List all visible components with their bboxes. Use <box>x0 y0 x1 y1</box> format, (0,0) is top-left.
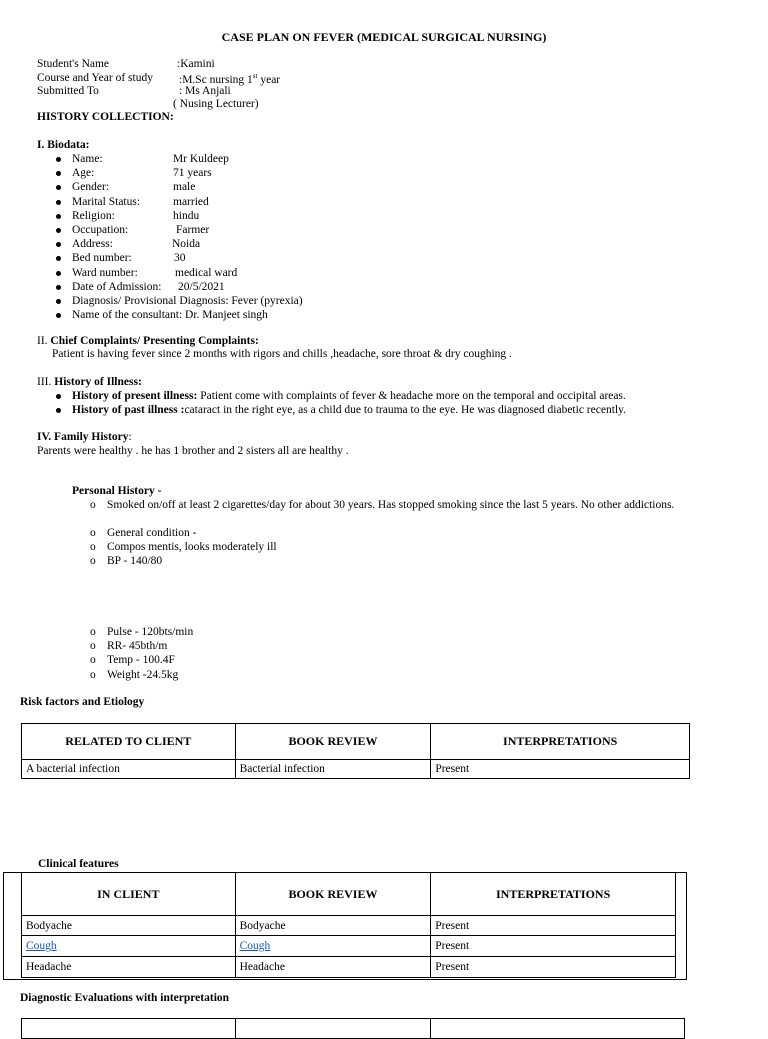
cough-link[interactable]: Cough <box>26 940 57 952</box>
present-illness-value: Patient come with complaints of fever & headache more on the temporal and occipital areas. <box>197 390 626 402</box>
circle-bullet-icon: o <box>90 499 96 511</box>
biodata-label: Gender: <box>72 181 110 194</box>
superscript: st <box>252 72 258 80</box>
bullet-icon <box>56 200 61 205</box>
personal-history-text: Compos mentis, looks moderately ill <box>107 541 277 554</box>
illness-heading-text: History of Illness: <box>54 376 142 388</box>
risk-header-cell: RELATED TO CLIENT <box>22 724 236 760</box>
biodata-label: Address: <box>72 238 113 251</box>
table-cell: Bacterial infection <box>235 760 431 779</box>
present-illness-label: History of present illness: <box>72 390 198 402</box>
table-row <box>22 957 676 978</box>
personal-history-text: RR- 45bth/m <box>107 640 168 653</box>
table-cell <box>235 1019 431 1039</box>
biodata-value: hindu <box>173 209 200 222</box>
biodata-label: Occupation: <box>72 224 129 236</box>
biodata-value: male <box>173 181 196 194</box>
personal-history-text: Weight -24.5kg <box>107 668 179 681</box>
clinical-table-header <box>22 873 676 916</box>
consultant-text: Name of the consultant: Dr. Manjeet singh <box>72 309 268 321</box>
circle-bullet-icon: o <box>90 555 96 568</box>
table-cell: Present <box>431 957 676 978</box>
chief-complaints-heading <box>37 335 259 347</box>
bullet-icon <box>56 228 61 233</box>
personal-history-heading: Personal History - <box>72 485 162 497</box>
course-value-text: :M.Sc nursing 1st year <box>179 72 281 86</box>
bullet-icon <box>56 394 61 399</box>
section-number: III. <box>37 376 55 388</box>
circle-bullet-icon: o <box>90 626 96 638</box>
bullet-icon <box>56 313 61 318</box>
submitted-to-role: ( Nusing Lecturer) <box>173 98 259 110</box>
personal-history-text: Temp - 100.4F <box>107 654 175 667</box>
document-title: CASE PLAN ON FEVER (MEDICAL SURGICAL NURSING) <box>221 30 547 44</box>
biodata-value: medical ward <box>175 266 238 279</box>
submitted-to-value: : Ms Anjali <box>179 85 231 97</box>
past-illness-value: cataract in the right eye, as a child due to trauma to the eye. He was diagnosed diabetic recently. <box>184 404 626 416</box>
circle-bullet-icon: o <box>90 668 96 681</box>
diagnosis-text: Diagnosis/ Provisional Diagnosis: Fever (pyrexia) <box>72 295 303 307</box>
chief-heading-text: Chief Complaints/ Presenting Complaints: <box>50 335 259 347</box>
bullet-icon <box>56 271 61 276</box>
course-label: Course and Year of study <box>37 72 153 84</box>
table-cell: Bodyache <box>235 916 431 936</box>
biodata-value: Noida <box>172 238 201 251</box>
table-cell: Bodyache <box>22 916 236 936</box>
table-row <box>22 760 690 779</box>
biodata-value: married <box>173 195 209 208</box>
biodata-label: Marital Status: <box>72 195 141 208</box>
clinical-header-cell: IN CLIENT <box>22 873 236 916</box>
biodata-label: Name: <box>72 153 103 165</box>
table-cell: A bacterial infection <box>22 760 236 779</box>
biodata-label: Ward number: <box>72 266 138 279</box>
family-history-text: Parents were healthy . he has 1 brother and 2 sisters all are healthy . <box>37 445 349 457</box>
table-row <box>22 936 676 957</box>
diagnostic-table-header <box>22 1019 685 1039</box>
table-cell <box>22 1019 236 1039</box>
circle-bullet-icon: o <box>90 527 96 539</box>
history-collection-heading: HISTORY COLLECTION: <box>37 111 174 123</box>
cough-link[interactable]: Cough <box>239 940 271 952</box>
table-cell: Headache <box>22 957 236 978</box>
risk-table <box>21 723 690 779</box>
family-history-heading <box>37 431 132 443</box>
table-cell: Present <box>431 916 676 936</box>
biodata-label: Date of Admission: <box>72 280 162 293</box>
biodata-value: 20/5/2021 <box>178 280 225 293</box>
circle-bullet-icon: o <box>90 640 96 653</box>
past-illness-label: History of past illness : <box>72 404 185 416</box>
table-cell <box>235 936 431 957</box>
bullet-icon <box>56 256 61 261</box>
biodata-value: Farmer <box>176 224 210 236</box>
clinical-heading: Clinical features <box>38 858 119 870</box>
student-name-label: Student's Name <box>37 58 110 70</box>
biodata-label: Bed number: <box>72 252 132 265</box>
past-illness-text <box>72 404 626 416</box>
illness-heading <box>37 376 142 388</box>
diagnostic-heading: Diagnostic Evaluations with interpretation <box>20 992 230 1004</box>
biodata-label: Age: <box>72 167 95 180</box>
circle-bullet-icon: o <box>90 541 96 554</box>
table-row <box>22 916 676 936</box>
clinical-header-cell: INTERPRETATIONS <box>431 873 676 916</box>
table-cell: Headache <box>235 957 431 978</box>
bullet-icon <box>56 242 61 247</box>
course-value <box>179 72 280 86</box>
present-illness-text <box>72 390 626 402</box>
biodata-value: 71 years <box>173 167 212 180</box>
family-heading-colon: : <box>128 431 132 443</box>
personal-history-text: BP - 140/80 <box>107 555 163 568</box>
bullet-icon <box>56 299 61 304</box>
clinical-table <box>21 872 676 978</box>
bullet-icon <box>56 171 61 176</box>
risk-header-cell: INTERPRETATIONS <box>431 724 690 760</box>
biodata-value: 30 <box>174 252 186 265</box>
submitted-to-label: Submitted To <box>37 85 99 97</box>
bullet-icon <box>56 408 61 413</box>
personal-history-text: Smoked on/off at least 2 cigarettes/day for about 30 years. Has stopped smoking since the last 5 years. No other addictions. <box>107 499 675 511</box>
table-cell: Present <box>431 936 676 957</box>
table-cell: Present <box>431 760 690 779</box>
risk-heading: Risk factors and Etiology <box>20 696 145 708</box>
section-number: II. <box>37 335 51 347</box>
clinical-header-cell: BOOK REVIEW <box>235 873 431 916</box>
diagnostic-table <box>21 1018 685 1039</box>
table-cell <box>22 936 236 957</box>
personal-history-text: Pulse - 120bts/min <box>107 626 194 638</box>
circle-bullet-icon: o <box>90 654 96 667</box>
table-cell <box>431 1019 685 1039</box>
risk-header-cell: BOOK REVIEW <box>235 724 431 760</box>
bullet-icon <box>56 185 61 190</box>
biodata-label: Religion: <box>72 209 115 222</box>
student-name-value: :Kamini <box>177 58 215 70</box>
bullet-icon <box>56 285 61 290</box>
chief-complaints-text: Patient is having fever since 2 months with rigors and chills ,headache, sore throat & dry coughing . <box>52 348 512 360</box>
family-heading-text: IV. Family History <box>37 431 129 443</box>
biodata-heading: I. Biodata: <box>37 139 90 151</box>
bullet-icon <box>56 157 61 162</box>
bullet-icon <box>56 214 61 219</box>
risk-table-header <box>22 724 690 760</box>
personal-history-text: General condition - <box>107 527 197 539</box>
biodata-value: Mr Kuldeep <box>173 153 229 165</box>
